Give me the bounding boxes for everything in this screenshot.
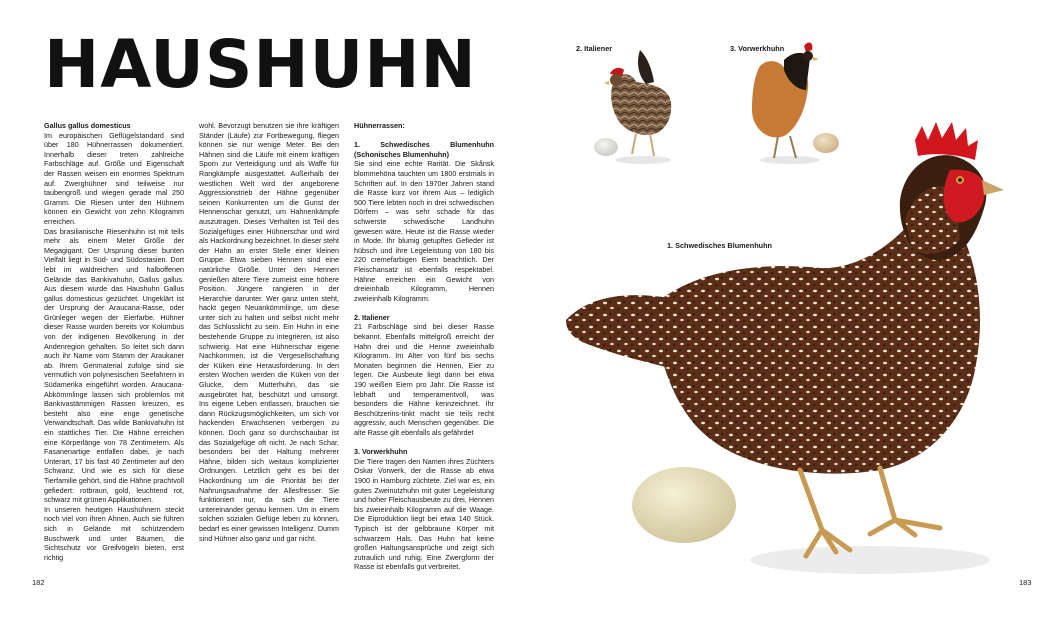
breed-heading: 2. Italiener xyxy=(354,312,390,322)
paragraph: wohl. Bevorzugt benutzen sie ihre kräftigen Ständer (Läufe) zur Fortbewegung, fliegen können sie nur wenige Meter. Bei den Hähnen sind die Läufe mit einem kräftigen Sporn zur Verteidigung und als Waffe für Rangkämpfe ausgestattet. Außerhalb der westlichen Welt wird der angeborene Aggressionstrieb der Hähne gegenüber seinen Konkurrenten um die Gunst der Hennenschar genutzt, um Hahnenkämpfe auszutragen. Dieses Verhalten ist Teil des Sozialgefüges einer Hühnerschar und wird als Hackordnung bezeichnet. In dieser steht der Hahn an erster Stelle einer kleinen Gruppe. Etwa sieben Hennen sind eine natürliche Größe. Unter den Hennen genießen ältere Tiere zumeist eine höhere Position. Jüngere rangieren in der Hierarchie darunter. Wer ganz unten steht, hackt gegen Neuankömmlinge, um diese unter sich zu halten und selbst nicht mehr das Schlusslicht zu sein. Ein Huhn in eine bestehende Gruppe zu integrieren, ist also schwierig. Hat eine Hühnerschar eigene Nachkommen, ist die Vergesellschaftung der Küken eine Herausforderung. In den ersten Wochen werden die Küken von der Glucke, dem Mutterhuhn, das sie ausgebrütet hat, beschützt und umsorgt. Ins eigene Leben entlassen, brauchen sie dann Rückzugsmöglichkeiten, um sich vor hackenden Erwachsenen verbergen zu können. Doch ganz so durchschaubar ist das Sozialgefüge oft nicht. Je nach Schar, besonders bei der Haltung mehrerer Hähne, bilden sich weitaus komplizierter Ordnungen. Letztlich geht es bei der Hackordnung um die Priorität bei der Nahrungsaufnahme der Allesfresser. Sie funktioniert nur, da sich die Tiere untereinander genau kennen. Um in einem solchen sozialen Gefüge leben zu können, bedarf es einer gewissen Intelligenz. Dumm sind Hühner also ganz und gar nicht. xyxy=(199,121,339,543)
italiener-chicken-image xyxy=(594,50,671,164)
breed-text: 21 Farbschläge sind bei dieser Rasse bekannt. Ebenfalls mittelgroß erreicht der Hahn drei und die Henne zweieinhalb Kilogramm. Im Alter von fünf bis sechs Monaten beginnen die Hennen, Eier zu legen. Die Ausbeute liegt dann bei etwa 190 weißen Eiern pro Jahr. Die Rasse ist lebhaft und temperamentvoll, was besonders die Hähne kennzeichnet. Ihr Beschützerins-tinkt macht sie teils recht aggressiv, auch Menschen gegenüber. Die alte Rasse gilt ebenfalls als gefährdet xyxy=(354,322,494,437)
page-title: HAUSHUHN xyxy=(44,26,477,103)
breed-heading: 1. Schwedisches Blumenhuhn (Schonisches Blumenhuhn) xyxy=(354,140,494,159)
breed-text: Die Tiere tragen den Namen ihres Züchters Oskar Vorwerk, der die Rasse ab etwa 1900 in Hamburg züchtete. Ziel war es, ein gutes Zweinutzhuhn mit guter Legeleistung und hoher Fleischausbeute zu drei, Hennen bis zweieinhalb Kilogramm auf die Waage. Die Eiproduktion liegt bei etwa 140 Stück. Typisch ist der gelbbraune Körper mit schwarzem Hals. Das Huhn hat keine großen Haltungsansprüche und zeigt sich zutraulich und ruhig. Eine Zwergform der Rasse ist ebenfalls gut verbreitet. xyxy=(354,456,494,572)
paragraph: In unseren heutigen Haushühnern steckt noch viel von ihren Ahnen. Auch sie führen sich in Gelände mit schützendem Buschwerk und unter Bäumen, die Sichtschutz vor Greifvögeln bieten, erst richtig xyxy=(44,504,184,562)
breeds-heading: Hühnerrassen: xyxy=(354,121,405,130)
caption-blumenhuhn: 1. Schwedisches Blumenhuhn xyxy=(667,241,773,250)
caption-italiener: 2. Italiener xyxy=(576,44,613,53)
vorwerkhuhn-chicken-image xyxy=(752,43,839,164)
paragraph: Das brasilianische Riesenhuhn ist mit teils mehr als einem Meter Größe der Megagigant. Der Ursprung dieser bunten Vielfalt liegt in Süd- und Südostasien. Dort lebt im waldreichen und halboffenen Gelände das Bankivahuhn, Gallus gallus. Aus diesem wurde das Haushuhn Gallus gallus domesticus gezüchtet. Ungeklärt ist der Ursprung der Araucana-Rasse, oder Grünleger wegen der Eierfarbe. Hühner dieser Rasse wurden bereits vor Kolumbus von der indigenen Bevölkerung in der Andenregion gehalten. So leitet sich dann auch ihr Name vom Stamm der Araukaner ab. Ihrem Genmaterial zufolge sind sie vermutlich von polynesischen Seefahrern in Südamerika eingeführt worden. Araucana-Abkömmlinge lassen sich problemlos mit Bankivastämmigen Rassen kreuzen, es besteht also eine enge genetische Verwandtschaft. Das wilde Bankivahuhn ist ein stattliches Tier. Die Hähne erreichen eine Körperlänge von 78 Zentimetern. Als Fasanenartige entfallen dabei, je nach Unterart, 17 bis fast 40 Zentimeter auf den Schwanz. Und wie es sich für diese Tierfamilie gehört, sind die Hähne prachtvoll gefiedert: rotbraun, gold, leuchtend rot, schwarz mit grünen Applikationen. xyxy=(44,226,184,505)
caption-vorwerkhuhn: 3. Vorwerkhuhn xyxy=(730,44,785,53)
breed-text: Sie sind eine echte Rarität. Die Skånsk blommehöna tauchten um 1800 erstmals in Schriften auf. In den 1970er Jahren stand die Rasse kurz vor ihrem Aus – lediglich 500 Tiere lebten noch in drei schwedischen Dörfern – was sehr schade für das schwerste schwedische Landhuhn gewesen wäre. Heute ist die Rasse wieder in Mode. Ihr blumig getupftes Gefieder ist hübsch und ihre Legeleistung von 180 bis 220 cremefarbigen Eiern beachtlich. Der Fleischansatz ist ebenfalls respektabel. Hähne erreichen ein Gewicht von dreieinhalb Kilogramm, Hennen zweieinhalb Kilogramm. xyxy=(354,159,494,303)
blumenhuhn-chicken-image xyxy=(566,122,1004,574)
species-heading: Gallus gallus domesticus xyxy=(44,121,131,130)
paragraph: Im europäischen Geflügelstandard sind über 180 Hühnerrassen dokumentiert. Innerhalb dieser treten zahlreiche Farbschläge auf. Größe und Eigenschaft der Rassen weisen ein enormes Spektrum auf. Zwerghühner sind teilweise nur taubengroß und wiegen gerade mal 250 Gramm. Die Riesen unter den Hühnern können ein Gewicht von zehn Kilogramm erreichen. xyxy=(44,130,184,226)
breed-heading: 3. Vorwerkhuhn xyxy=(354,447,408,457)
page-number-right: 183 xyxy=(1019,578,1032,587)
page-number-left: 182 xyxy=(32,578,45,587)
